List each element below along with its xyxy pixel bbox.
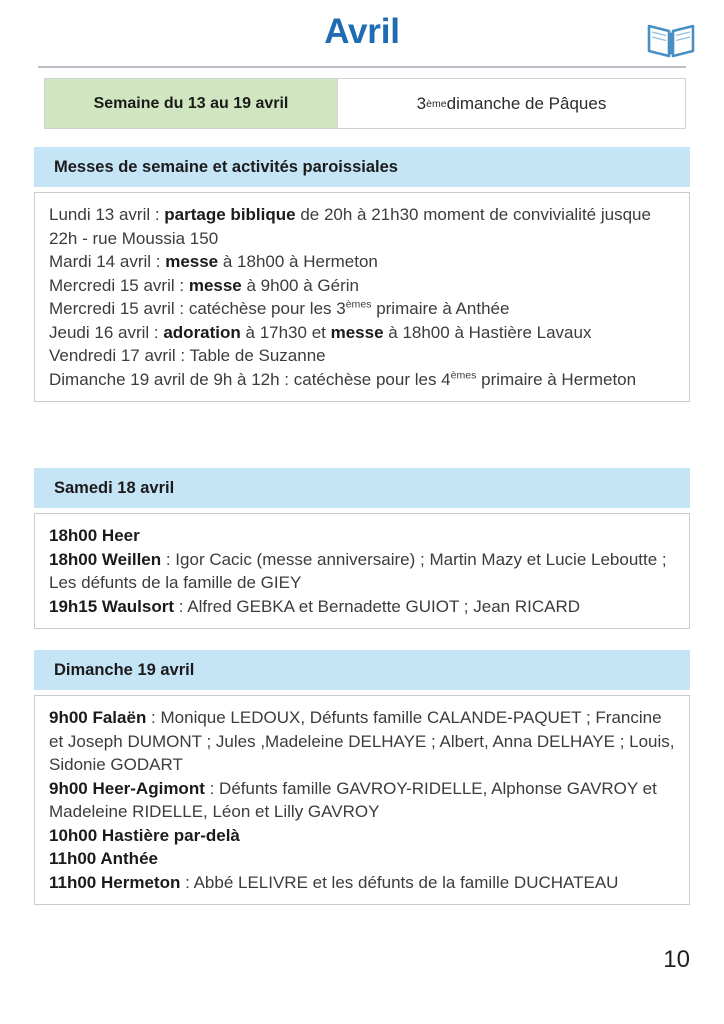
entry-line: Mardi 14 avril : messe à 18h00 à Hermeton: [49, 252, 378, 271]
open-book-icon: [645, 20, 697, 60]
liturgical-day-number: 3: [416, 93, 427, 113]
page-header: [0, 0, 724, 70]
section-title: Samedi 18 avril: [34, 468, 690, 508]
liturgical-day-text: dimanche de Pâques: [446, 93, 607, 113]
section-content: [34, 513, 690, 629]
section-content: [34, 192, 690, 402]
page-number: 10: [663, 946, 690, 973]
section-title: Dimanche 19 avril: [34, 650, 690, 690]
entry-line: 11h00 Hermeton : Abbé LELIVRE et les défunts de la famille DUCHATEAU: [49, 872, 619, 892]
entry-line: 9h00 Heer-Agimont : Défunts famille GAVROY-RIDELLE, Alphonse GAVROY et Madeleine RIDELLE, Léon et Lilly GAVROY: [49, 778, 657, 821]
week-range-cell: Semaine du 13 au 19 avril: [45, 79, 337, 128]
section-weekday-masses: [34, 147, 690, 402]
entry-line: Vendredi 17 avril : Table de Suzanne: [49, 346, 326, 365]
entry-line: Lundi 13 avril : partage biblique de 20h à 21h30 moment de convivialité jusque 22h - rue Moussia 150: [49, 205, 651, 248]
entry-line: 11h00 Anthée: [49, 849, 158, 868]
entry-line: Jeudi 16 avril : adoration à 17h30 et messe à 18h00 à Hastière Lavaux: [49, 322, 592, 342]
entry-line: Dimanche 19 avril de 9h à 12h : catéchèse pour les 4èmes primaire à Hermeton: [49, 368, 637, 389]
week-banner: [44, 78, 686, 129]
entry-line: 9h00 Falaën : Monique LEDOUX, Défunts famille CALANDE-PAQUET ; Francine et Joseph DUMONT ; Jules ,Madeleine DELHAYE ; Albert, Anna DELHAYE ; Louis, Sidonie GODART: [49, 708, 675, 774]
page-title: Avril: [324, 12, 400, 51]
entry-line: 10h00 Hastière par-delà: [49, 825, 240, 845]
entry-line: 18h00 Weillen : Igor Cacic (messe anniversaire) ; Martin Mazy et Lucie Leboutte ; Les défunts de la famille de GIEY: [49, 549, 667, 592]
entry-line: 18h00 Heer: [49, 526, 140, 545]
header-divider: [38, 66, 686, 68]
entry-line: Mercredi 15 avril : catéchèse pour les 3èmes primaire à Anthée: [49, 298, 510, 318]
section-title: Messes de semaine et activités paroissiales: [34, 147, 690, 187]
section-saturday: [34, 468, 690, 629]
section-sunday: [34, 650, 690, 905]
liturgical-day-cell: 3 ème dimanche de Pâques: [337, 79, 685, 128]
entry-line: 19h15 Waulsort : Alfred GEBKA et Bernadette GUIOT ; Jean RICARD: [49, 596, 581, 616]
entry-line: Mercredi 15 avril : messe à 9h00 à Gérin: [49, 275, 359, 295]
section-content: [34, 695, 690, 905]
